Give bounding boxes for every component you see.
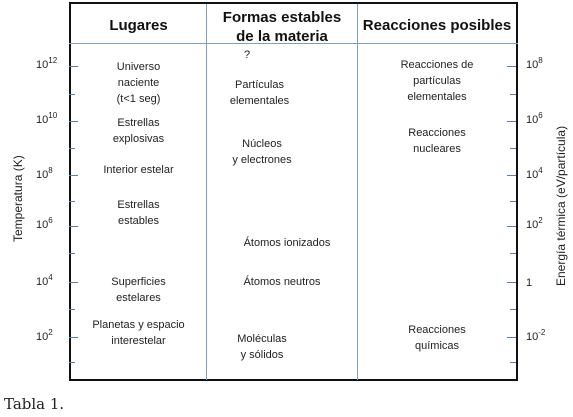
left-minor-tick: [69, 148, 75, 149]
header-lugares: Lugares: [109, 17, 168, 34]
lugar-estrellas-explosivas: Estrellas explosivas: [112, 117, 165, 145]
lugar-superficies-estelares: Superficies estelares: [111, 276, 166, 304]
header-formas-line2: de la materia: [236, 28, 328, 45]
left-tick-label-1e8: $10^8$: [36, 166, 53, 181]
left-minor-tick: [69, 201, 75, 202]
right-tick-label-1e8: $10^8$: [526, 56, 543, 71]
right-tick-label-1e6: $10^6$: [526, 111, 543, 126]
left-major-tick: [69, 121, 78, 122]
forma-nucleos-electrones: Núcleos y electrones: [232, 138, 292, 166]
lugar-planetas-espacio: Planetas y espacio interestelar: [92, 319, 185, 347]
left-tick-label-1e10: $10^{10}$: [36, 111, 58, 126]
reaccion-particulas-elementales: Reacciones de partículas elementales: [400, 59, 474, 103]
header-formas-line1: Formas estables: [222, 9, 342, 26]
left-major-tick: [69, 282, 78, 283]
left-minor-tick: [69, 253, 75, 254]
lugar-universo-naciente: Universo naciente (t<1 seg): [116, 61, 161, 105]
lugar-estrellas-estables: Estrellas estables: [117, 199, 160, 227]
reaccion-nucleares: Reacciones nucleares: [408, 127, 466, 155]
table-caption: Tabla 1.: [4, 395, 65, 413]
right-tick-label-1e4: $10^4$: [526, 166, 543, 181]
right-major-tick: [507, 337, 516, 338]
right-tick-label-1e-2: $10^{-2}$: [526, 328, 546, 343]
lugar-interior-estelar: Interior estelar: [103, 164, 174, 176]
header-reacciones: Reacciones posibles: [362, 17, 512, 34]
right-major-tick: [507, 121, 516, 122]
right-minor-tick: [510, 201, 516, 202]
forma-desconocida: ?: [243, 49, 251, 61]
left-major-tick: [69, 226, 78, 227]
left-minor-tick: [69, 362, 75, 363]
right-major-tick: [507, 175, 516, 176]
left-tick-label-1e6: $10^6$: [36, 216, 53, 231]
left-major-tick: [69, 66, 78, 67]
right-tick-label-1: 1: [526, 277, 533, 289]
right-axis-title: Energía térmica (eV/partícula): [554, 125, 568, 286]
left-tick-label-1e4: $10^4$: [36, 273, 53, 288]
right-minor-tick: [510, 253, 516, 254]
right-major-tick: [507, 226, 516, 227]
left-minor-tick: [69, 309, 75, 310]
left-major-tick: [69, 337, 78, 338]
left-major-tick: [69, 175, 78, 176]
right-minor-tick: [510, 148, 516, 149]
left-axis-title: Temperatura (K): [11, 155, 25, 242]
left-minor-tick: [69, 94, 75, 95]
right-minor-tick: [510, 309, 516, 310]
forma-moleculas-solidos: Moléculas y sólidos: [237, 333, 287, 361]
right-minor-tick: [510, 94, 516, 95]
left-tick-label-1e2: $10^2$: [36, 328, 53, 343]
forma-atomos-ionizados: Átomos ionizados: [243, 237, 331, 249]
forma-particulas-elementales: Partículas elementales: [229, 79, 290, 107]
header-formas: [207, 8, 357, 46]
right-minor-tick: [510, 362, 516, 363]
reaccion-quimicas: Reacciones químicas: [408, 324, 466, 352]
forma-atomos-neutros: Átomos neutros: [243, 276, 321, 288]
right-major-tick: [507, 282, 516, 283]
right-major-tick: [507, 66, 516, 67]
left-tick-label-1e12: $10^{12}$: [36, 56, 58, 71]
right-tick-label-1e2: $10^2$: [526, 216, 543, 231]
